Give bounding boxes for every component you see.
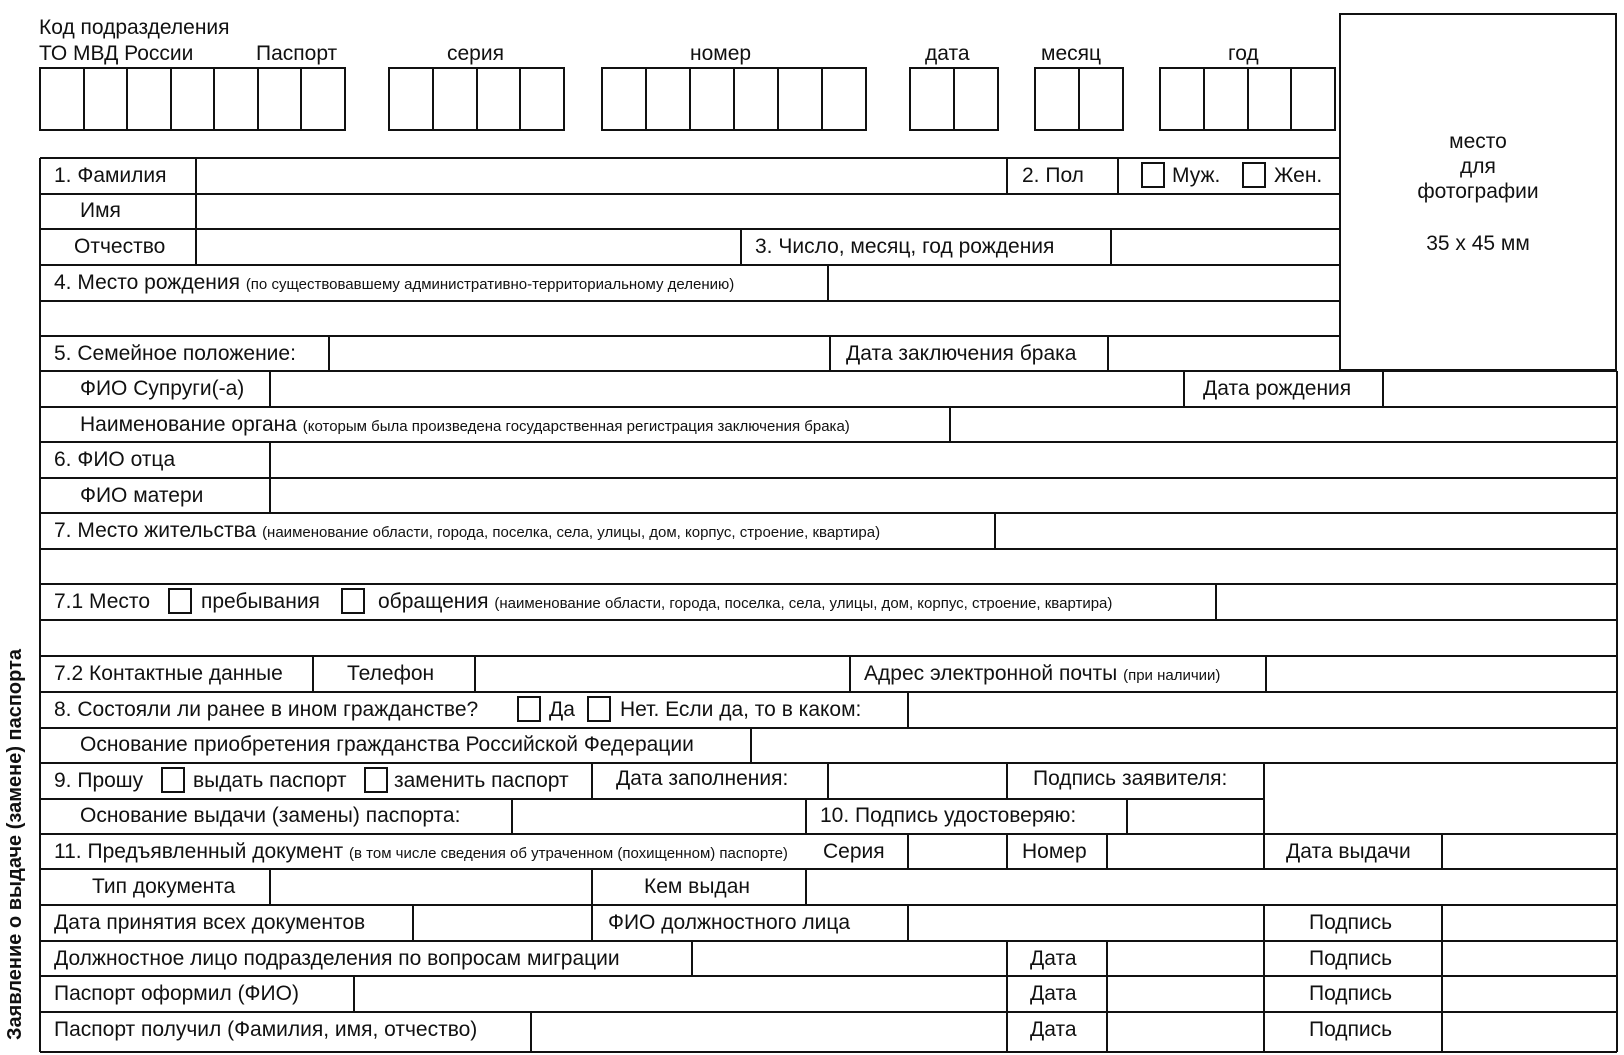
birth-place-note: (по существовавшему административно-территориальному делению): [245, 276, 735, 293]
side-title: Заявление о выдаче (замене) паспорта: [4, 648, 26, 1040]
authority-note: (которым была произведена государственная регистрация заключения брака): [302, 418, 850, 435]
date1-label: Дата: [1030, 947, 1077, 970]
code-label-1: Код подразделения: [39, 16, 230, 39]
photo-size: 35 х 45 мм: [1426, 232, 1530, 255]
sign1-label: Подпись: [1309, 911, 1393, 934]
sign3-label: Подпись: [1309, 982, 1393, 1005]
residence-label: 7. Место жительства (наименование области, города, поселка, села, улицы, дом, корпус, строение, квартира): [54, 519, 881, 542]
issue-checkbox[interactable]: [161, 767, 185, 793]
issue-date-label: Дата выдачи: [1286, 840, 1411, 863]
citizenship-label: 8. Состояли ли ранее в ином гражданстве?: [54, 698, 479, 721]
date2-label: Дата: [1030, 982, 1077, 1005]
residence-note: (наименование области, города, поселка, села, улицы, дом, корпус, строение, квартира): [262, 524, 881, 541]
place71-note: (наименование области, города, поселка, села, улицы, дом, корпус, строение, квартира): [494, 595, 1113, 612]
phone-label: Телефон: [347, 662, 435, 685]
appeal-label: обращения (наименование области, города, поселка, села, улицы, дом, корпус, строение, квартира): [378, 590, 1113, 613]
sign2-label: Подпись: [1309, 947, 1393, 970]
name-label: Имя: [80, 199, 121, 222]
no-checkbox[interactable]: [587, 696, 611, 722]
replace-checkbox[interactable]: [364, 767, 388, 793]
spouse-label: ФИО Супруги(-а): [80, 377, 245, 400]
sign4-label: Подпись: [1309, 1018, 1393, 1041]
marriage-date-label: Дата заключения брака: [846, 342, 1077, 365]
doc-note: (в том числе сведения об утраченном (похищенном) паспорте): [349, 845, 788, 862]
day-label: дата: [925, 42, 970, 65]
doc-type-label: Тип документа: [92, 875, 236, 898]
yes-label: Да: [549, 698, 575, 721]
year-label: год: [1228, 42, 1259, 65]
month-label: месяц: [1041, 42, 1102, 65]
birth-date-label: 3. Число, месяц, год рождения: [755, 235, 1055, 258]
passport-label: Паспорт: [256, 42, 338, 65]
no-which-label: Нет. Если да, то в каком:: [620, 698, 862, 721]
male-label: Муж.: [1172, 164, 1221, 187]
yes-checkbox[interactable]: [517, 696, 541, 722]
spouse-birth-label: Дата рождения: [1203, 377, 1352, 400]
replace-label: заменить паспорт: [394, 769, 569, 792]
number-label: номер: [690, 42, 752, 65]
accept-date-label: Дата принятия всех документов: [54, 911, 366, 934]
photo-line-1: место: [1449, 130, 1507, 153]
contacts-label: 7.2 Контактные данные: [54, 662, 283, 685]
female-checkbox[interactable]: [1242, 162, 1266, 188]
sex-label: 2. Пол: [1022, 164, 1084, 187]
authority-label: Наименование органа (которым была произведена государственная регистрация заключения брака): [80, 413, 850, 436]
request-label: 9. Прошу: [54, 769, 144, 792]
received-by-label: Паспорт получил (Фамилия, имя, отчество): [54, 1018, 478, 1041]
series-label: серия: [447, 42, 504, 65]
patronymic-label: Отчество: [74, 235, 166, 258]
official-name-label: ФИО должностного лица: [608, 911, 851, 934]
father-label: 6. ФИО отца: [54, 448, 176, 471]
email-label: Адрес электронной почты (при наличии): [864, 662, 1221, 685]
basis-issue-label: Основание выдачи (замены) паспорта:: [80, 804, 461, 827]
marital-label: 5. Семейное положение:: [54, 342, 296, 365]
issued-by-label: Кем выдан: [644, 875, 750, 898]
number-field-label: Номер: [1022, 840, 1087, 863]
code-label-2: ТО МВД России: [39, 42, 194, 65]
made-by-label: Паспорт оформил (ФИО): [54, 982, 299, 1005]
appeal-checkbox[interactable]: [341, 588, 365, 614]
place71-label: 7.1 Место: [54, 590, 150, 613]
series-field-label: Серия: [823, 840, 885, 863]
applicant-sign-label: Подпись заявителя:: [1033, 767, 1228, 790]
certify-label: 10. Подпись удостоверяю:: [820, 804, 1077, 827]
photo-line-3: фотографии: [1417, 180, 1539, 203]
surname-label: 1. Фамилия: [54, 164, 167, 187]
mother-label: ФИО матери: [80, 484, 204, 507]
email-note: (при наличии): [1123, 667, 1221, 684]
migration-official-label: Должностное лицо подразделения по вопросам миграции: [54, 947, 620, 970]
birth-place-label: 4. Место рождения (по существовавшему административно-территориальному делению): [54, 271, 735, 294]
fill-date-label: Дата заполнения:: [616, 767, 789, 790]
issue-label: выдать паспорт: [193, 769, 347, 792]
photo-line-2: для: [1460, 155, 1496, 178]
doc-presented-label: 11. Предъявленный документ (в том числе сведения об утраченном (похищенном) паспорте): [54, 840, 788, 863]
date3-label: Дата: [1030, 1018, 1077, 1041]
male-checkbox[interactable]: [1141, 162, 1165, 188]
stay-label: пребывания: [201, 590, 320, 613]
stay-checkbox[interactable]: [168, 588, 192, 614]
female-label: Жен.: [1274, 164, 1323, 187]
basis-citizenship-label: Основание приобретения гражданства Российской Федерации: [80, 733, 694, 756]
